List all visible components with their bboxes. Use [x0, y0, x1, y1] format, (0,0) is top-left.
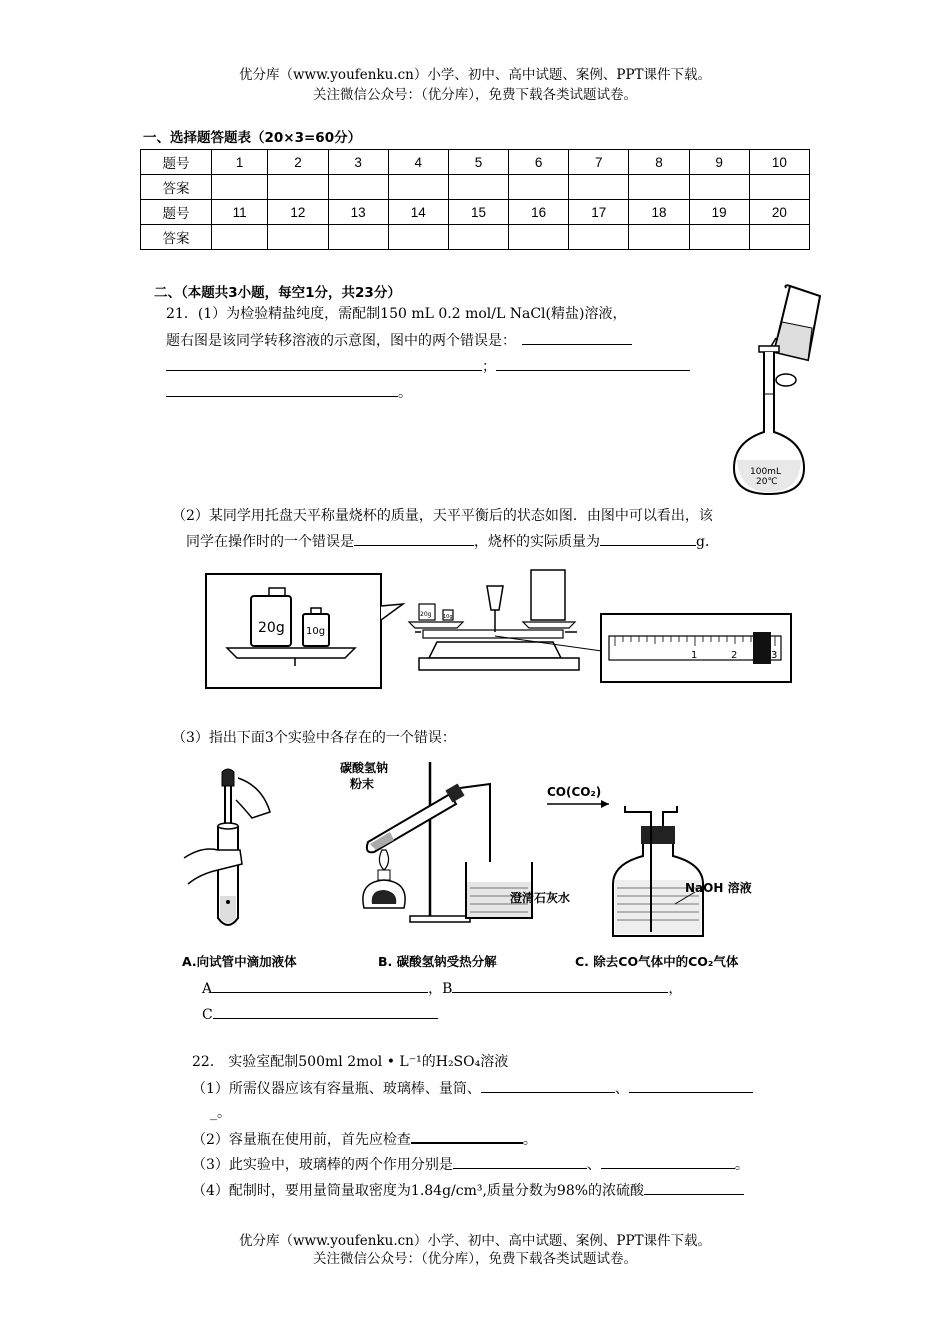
answer-cell[interactable] — [689, 175, 749, 200]
beaker-limewater-icon — [466, 862, 532, 918]
q21-part2-text-c: g． — [696, 534, 719, 550]
table-row — [141, 175, 810, 200]
caption-c: C. 除去CO气体中的CO₂气体 — [575, 954, 739, 969]
answer-blank[interactable] — [452, 976, 668, 993]
q22-step2 — [192, 1126, 537, 1152]
q21-part1-text: 题右图是该同学转移溶液的示意图，图中的两个错误是： — [166, 333, 516, 349]
balance-figure — [205, 566, 795, 690]
table-row — [141, 200, 810, 225]
q22-step2-text: （2）容量瓶在使用前，首先应检查 — [192, 1132, 411, 1148]
q22-step1-sep: 、 — [614, 1081, 629, 1097]
weight-small-small-label: 10g — [443, 614, 453, 620]
answer-cell[interactable] — [569, 175, 629, 200]
answer-label-a: A — [202, 981, 213, 997]
experiment-c-figure — [545, 784, 775, 944]
answer-cell[interactable] — [268, 225, 328, 250]
answer-blank[interactable] — [166, 380, 398, 397]
label-c-solution: NaOH 溶液 — [685, 881, 752, 895]
table-cell: 16 — [509, 200, 569, 225]
weight-10g-icon — [303, 608, 329, 646]
q22-step1 — [192, 1076, 753, 1101]
table-cell: 17 — [569, 200, 629, 225]
table-cell: 5 — [448, 150, 508, 175]
answer-blank[interactable] — [496, 354, 690, 371]
rider-scale-icon — [609, 632, 781, 664]
q22-step3-end: 。 — [734, 1157, 749, 1173]
table-cell: 6 — [509, 150, 569, 175]
table-cell: 8 — [629, 150, 689, 175]
answer-blank[interactable] — [629, 1076, 753, 1093]
experiment-a-figure — [182, 766, 292, 936]
answer-blank[interactable] — [166, 354, 482, 371]
ruler-tick-2: 2 — [731, 650, 738, 661]
q22-step1-text: （1）所需仪器应该有容量瓶、玻璃棒、量筒、 — [192, 1081, 481, 1097]
answer-label-b: ，B — [428, 981, 453, 997]
answer-cell[interactable] — [448, 175, 508, 200]
gas-washing-bottle-icon — [613, 806, 703, 936]
flask-transfer-figure — [720, 282, 830, 502]
table-row-label: 题号 — [141, 200, 212, 225]
answer-blank[interactable] — [644, 1178, 744, 1195]
label-b-water: 澄清石灰水 — [510, 891, 571, 905]
table-cell: 10 — [749, 150, 809, 175]
answer-cell[interactable] — [212, 225, 268, 250]
semicolon-text: ； — [482, 359, 496, 375]
flask-temp-label: 20℃ — [756, 477, 778, 487]
caption-b: B. 碳酸氢钠受热分解 — [378, 954, 497, 969]
table-cell: 2 — [268, 150, 328, 175]
q21-part1-line3 — [166, 354, 690, 379]
q22-step3 — [192, 1152, 749, 1177]
weight-large-small-label: 20g — [420, 611, 432, 618]
q22-step3-text: （3）此实验中，玻璃棒的两个作用分别是 — [192, 1157, 453, 1173]
footer-line-2: 关注微信公众号：（优分库），免费下载各类试题试卷。 — [313, 1251, 637, 1267]
table-row-label: 答案 — [141, 175, 212, 200]
answer-cell[interactable] — [569, 225, 629, 250]
table-cell: 4 — [388, 150, 448, 175]
q21-part3-intro: （3）指出下面3个实验中各存在的一个错误： — [172, 730, 456, 746]
answer-cell[interactable] — [629, 175, 689, 200]
answer-cell[interactable] — [328, 225, 388, 250]
answer-cell[interactable] — [509, 225, 569, 250]
q21-part3-answer-c — [202, 1002, 438, 1027]
table-row-label: 题号 — [141, 150, 212, 175]
period-text: 。 — [398, 385, 412, 401]
q21-part1-line4 — [166, 380, 412, 405]
weight-large-label: 20g — [258, 620, 285, 636]
q22-title: 22． 实验室配制500ml 2mol • L⁻¹的H₂SO₄溶液 — [192, 1054, 509, 1070]
footer-line-1: 优分库（www.youfenku.cn）小学、初中、高中试题、案例、PPT课件下载。 — [238, 1233, 712, 1249]
answer-cell[interactable] — [268, 175, 328, 200]
table-row — [141, 150, 810, 175]
table-cell: 19 — [689, 200, 749, 225]
q21-part2-text-a: 同学在操作时的一个错误是 — [186, 534, 354, 550]
answer-cell[interactable] — [212, 175, 268, 200]
balance-icon — [409, 570, 609, 670]
weight-20g-icon — [251, 588, 291, 646]
q22-step1-end: _。 — [210, 1105, 231, 1121]
table-cell: 13 — [328, 200, 388, 225]
answer-blank[interactable] — [213, 1002, 438, 1019]
hand-icon — [236, 778, 270, 818]
answer-cell[interactable] — [509, 175, 569, 200]
answer-blank[interactable] — [212, 976, 428, 993]
answer-cell[interactable] — [749, 225, 809, 250]
q21-part1-line1: 21．(1）为检验精盐纯度，需配制150 mL 0.2 mol/L NaCl(精盐)溶液， — [166, 306, 627, 322]
q21-part2-line2 — [186, 529, 719, 554]
table-cell: 18 — [629, 200, 689, 225]
rider-marker — [753, 632, 771, 664]
table-cell: 3 — [328, 150, 388, 175]
q22-step4 — [192, 1178, 744, 1203]
ruler-tick-1: 1 — [691, 650, 698, 661]
answer-cell[interactable] — [388, 175, 448, 200]
answer-cell[interactable] — [749, 175, 809, 200]
table-cell: 14 — [388, 200, 448, 225]
table-cell: 11 — [212, 200, 268, 225]
section1-title: 一、选择题答题表（20×3=60分） — [143, 130, 362, 146]
label-b-powder-2: 粉末 — [350, 777, 375, 791]
flask-volume-label: 100mL — [750, 467, 781, 477]
q22-step2-end: 。 — [522, 1132, 537, 1148]
weight-small-label: 10g — [306, 626, 326, 637]
volumetric-flask-icon — [734, 346, 804, 494]
alcohol-lamp-icon — [363, 850, 405, 908]
table-row-label: 答案 — [141, 225, 212, 250]
table-cell: 20 — [749, 200, 809, 225]
q21-part1-line2 — [166, 328, 632, 353]
answer-blank[interactable] — [453, 1152, 587, 1169]
zoom-box — [206, 574, 381, 688]
answer-blank[interactable] — [601, 1152, 735, 1169]
q21-part2-text-b: ，烧杯的实际质量为 — [474, 534, 600, 550]
table-cell: 1 — [212, 150, 268, 175]
header-line-1: 优分库（www.youfenku.cn）小学、初中、高中试题、案例、PPT课件下载。 — [238, 67, 712, 83]
answer-blank[interactable] — [411, 1126, 523, 1144]
table-row — [141, 225, 810, 250]
answer-table — [140, 149, 810, 250]
q21-part2-line1: （2）某同学用托盘天平称量烧杯的质量，天平平衡后的状态如图．由图中可以看出，该 — [172, 508, 713, 524]
header-line-2: 关注微信公众号：（优分库），免费下载各类试题试卷。 — [313, 87, 637, 103]
answer-cell[interactable] — [689, 225, 749, 250]
table-cell: 9 — [689, 150, 749, 175]
table-cell: 12 — [268, 200, 328, 225]
answer-cell[interactable] — [388, 225, 448, 250]
label-b-powder: 碳酸氢钠 — [340, 761, 389, 775]
beaker-icon — [774, 285, 820, 360]
answer-blank[interactable] — [600, 529, 696, 546]
answer-cell[interactable] — [629, 225, 689, 250]
q21-part3-answer-ab — [202, 976, 682, 1001]
answer-blank[interactable] — [481, 1076, 615, 1093]
table-cell: 15 — [448, 200, 508, 225]
label-c-gas: CO(CO₂) — [547, 785, 602, 799]
answer-comma: ， — [668, 981, 683, 997]
section2-title: 二、（本题共3小题，每空1分，共23分） — [154, 285, 401, 301]
answer-blank[interactable] — [522, 328, 632, 345]
q22-step3-sep: 、 — [586, 1157, 601, 1173]
answer-blank[interactable] — [354, 529, 474, 546]
ruler-tick-3: 3 — [771, 650, 778, 661]
test-tube-icon — [218, 823, 238, 925]
answer-cell[interactable] — [328, 175, 388, 200]
answer-label-c: C — [202, 1007, 213, 1023]
caption-a: A.向试管中滴加液体 — [182, 954, 297, 969]
answer-cell[interactable] — [448, 225, 508, 250]
q22-step4-text: （4）配制时，要用量筒量取密度为1.84g/cm³,质量分数为98%的浓硫酸 — [192, 1183, 645, 1199]
table-cell: 7 — [569, 150, 629, 175]
